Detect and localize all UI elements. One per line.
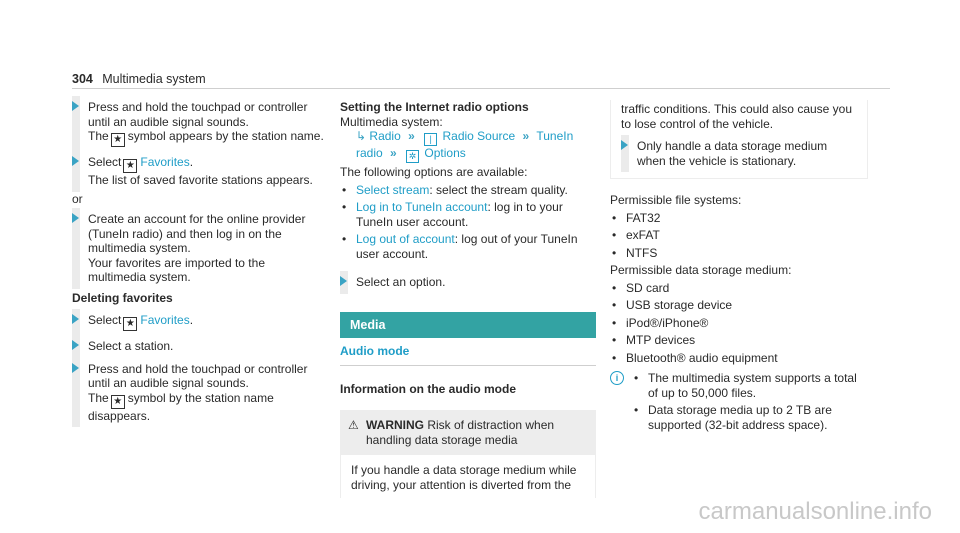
options-gear-icon: ✲: [406, 150, 419, 163]
watermark: carmanualsonline.info: [698, 497, 932, 525]
list-item: • Select stream: select the stream quality.: [340, 183, 596, 198]
list-item: • USB storage device: [610, 298, 868, 313]
star-icon: ★: [111, 133, 125, 147]
step-create-account: Create an account for the online provider (TuneIn radio) and then log in on the multimedia system. Your favorites are imported to the multimedia system.: [72, 212, 326, 285]
warning-body: If you handle a data storage medium while driving, your attention is diverted from the: [340, 455, 596, 498]
star-icon: ★: [111, 395, 125, 409]
step-only-handle: Only handle a data storage medium when the vehicle is stationary.: [621, 139, 857, 168]
list-item: • FAT32: [610, 211, 868, 226]
column-3: [610, 100, 868, 435]
list-item: • exFAT: [610, 228, 868, 243]
subsection-audio-mode: Audio mode: [340, 338, 596, 366]
step-arrow-icon: [621, 140, 628, 150]
star-icon: ★: [123, 159, 137, 173]
path-label: Multimedia system:: [340, 114, 443, 129]
step-press-hold-2: Press and hold the touchpad or controller until an audible signal sounds. The ★ symbol by the station name disappears.: [72, 362, 326, 424]
list-item: • iPod®/iPhone®: [610, 316, 868, 331]
info-title: Information on the audio mode: [340, 381, 516, 396]
step-arrow-icon: [72, 213, 79, 223]
list-item: • SD card: [610, 281, 868, 296]
column-1: [72, 100, 326, 431]
star-icon: ★: [123, 317, 137, 331]
warning-box: [340, 410, 596, 455]
list-item: • Bluetooth® audio equipment: [610, 351, 868, 366]
path-radio-source[interactable]: Radio Source: [442, 129, 516, 143]
menu-path: [340, 129, 596, 163]
radio-source-icon: |: [424, 133, 437, 146]
section-bar-media: Media: [340, 312, 596, 339]
list-item: • The multimedia system supports a total of up to 50,000 files.: [632, 371, 868, 400]
header-divider: [72, 88, 890, 89]
step-arrow-icon: [72, 156, 79, 166]
section-title-internet-radio: Setting the Internet radio options: [340, 100, 529, 114]
step-select-station: Select a station.: [72, 339, 326, 354]
step-select-favorites: Select ★ Favorites. The list of saved favorite stations appears.: [72, 155, 326, 188]
step-arrow-icon: [72, 101, 79, 111]
step-select-option: Select an option.: [340, 275, 596, 290]
options-intro: The following options are available:: [340, 165, 528, 179]
page-number: 304: [72, 72, 93, 86]
step-press-hold: Press and hold the touchpad or controller until an audible signal sounds. The ★ symbol appears by the station name.: [72, 100, 326, 147]
path-tunein[interactable]: TuneIn radio: [356, 129, 574, 160]
path-radio[interactable]: Radio: [369, 129, 401, 143]
step-select-favorites-2: Select ★ Favorites.: [72, 313, 326, 331]
fs-label: Permissible file systems:: [610, 193, 742, 207]
page-header: [72, 72, 206, 87]
favorites-link[interactable]: Favorites: [140, 313, 190, 327]
warning-label: WARNING: [366, 418, 424, 432]
or-label: or: [72, 191, 83, 206]
step-arrow-icon: [340, 276, 347, 286]
list-item: • NTFS: [610, 246, 868, 261]
chevron-right-icon: »: [408, 129, 415, 143]
info-list: [632, 371, 868, 432]
step-arrow-icon: [72, 363, 79, 373]
info-icon: i: [610, 371, 624, 385]
path-options[interactable]: Options: [424, 146, 466, 160]
fs-list: [610, 211, 868, 261]
warning-text: Risk of distraction when handling data storage media: [366, 418, 555, 447]
media-list: [610, 281, 868, 366]
section-title-deleting: Deleting favorites: [72, 290, 173, 305]
step-arrow-icon: [72, 340, 79, 350]
warning-continued: traffic conditions. This could also cause you to lose control of the vehicle. Only handle a data storage medium when the vehicle is stationary.: [610, 100, 868, 179]
step-arrow-icon: [72, 314, 79, 324]
list-item: • Log in to TuneIn account: log in to your TuneIn user account.: [340, 200, 596, 229]
column-2: [340, 100, 596, 498]
list-item: • Log out of account: log out of your TuneIn user account.: [340, 232, 596, 261]
page-title: Multimedia system: [102, 72, 206, 86]
chevron-right-icon: »: [390, 146, 397, 160]
options-list: [340, 183, 596, 262]
path-start-icon: ↳: [356, 129, 367, 143]
list-item: • Data storage media up to 2 TB are supported (32-bit address space).: [632, 403, 868, 432]
list-item: • MTP devices: [610, 333, 868, 348]
warning-icon: ⚠: [348, 418, 359, 432]
favorites-link[interactable]: Favorites: [140, 155, 190, 169]
chevron-right-icon: »: [522, 129, 530, 143]
info-note: [610, 371, 868, 432]
media-label: Permissible data storage medium:: [610, 263, 792, 277]
